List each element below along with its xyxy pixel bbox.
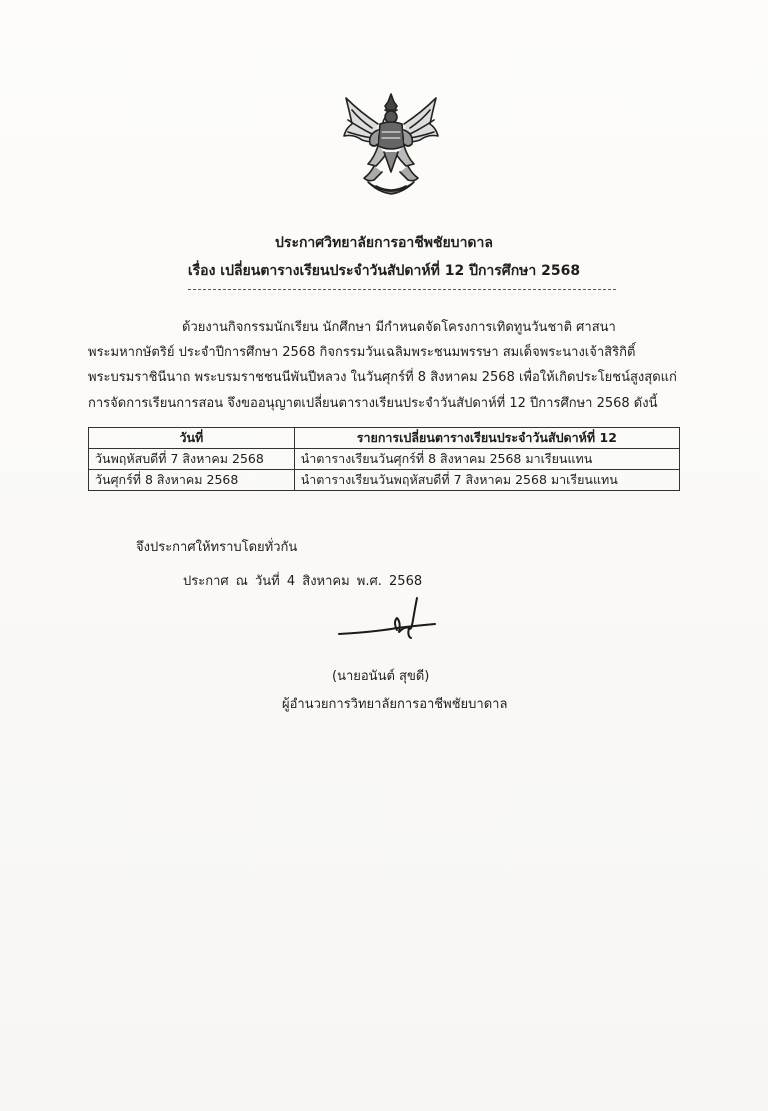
- body-line-3: พระบรมราชินีนาถ พระบรมราชชนนีพันปีหลวง ในวันศุกร์ที่ 8 สิงหาคม 2568 เพื่อให้เกิดประโยชน์สูงสุดแก่: [88, 370, 677, 385]
- table-cell-change: นำตารางเรียนวันพฤหัสบดีที่ 7 สิงหาคม 2568 มาเรียนแทน: [294, 470, 679, 491]
- body-line-1: ด้วยงานกิจกรรมนักเรียน นักศึกษา มีกำหนดจัดโครงการเทิดทูนวันชาติ ศาสนา: [182, 320, 616, 335]
- announcement-date: ประกาศ ณ วันที่ 4 สิงหาคม พ.ศ. 2568: [183, 574, 423, 589]
- table-header-row: [89, 428, 680, 449]
- announcement-subject: เรื่อง เปลี่ยนตารางเรียนประจำวันสัปดาห์ที่ 12 ปีการศึกษา 2568: [187, 263, 581, 279]
- signer-position: ผู้อำนวยการวิทยาลัยการอาชีพชัยบาดาล: [282, 697, 508, 712]
- column-header-change: รายการเปลี่ยนตารางเรียนประจำวันสัปดาห์ที่ 12: [294, 428, 679, 449]
- schedule-change-table: [88, 427, 680, 491]
- table-row: [89, 470, 680, 491]
- table-cell-date: วันศุกร์ที่ 8 สิงหาคม 2568: [89, 470, 295, 491]
- header-divider: [188, 289, 616, 290]
- column-header-date: วันที่: [89, 428, 295, 449]
- table-row: [89, 449, 680, 470]
- garuda-emblem-icon: [338, 90, 444, 202]
- table-cell-change: นำตารางเรียนวันศุกร์ที่ 8 สิงหาคม 2568 มาเรียนแทน: [294, 449, 679, 470]
- table-cell-date: วันพฤหัสบดีที่ 7 สิงหาคม 2568: [89, 449, 295, 470]
- announcement-title: ประกาศวิทยาลัยการอาชีพชัยบาดาล: [275, 235, 493, 251]
- body-line-2: พระมหากษัตริย์ ประจำปีการศึกษา 2568 กิจกรรมวันเฉลิมพระชนมพรรษา สมเด็จพระนางเจ้าสิริกิติ์: [88, 345, 636, 360]
- closing-statement: จึงประกาศให้ทราบโดยทั่วกัน: [136, 540, 298, 555]
- handwritten-signature-icon: [335, 592, 445, 652]
- signer-name: (นายอนันต์ สุขดี): [332, 669, 430, 684]
- body-line-4: การจัดการเรียนการสอน จึงขออนุญาตเปลี่ยนตารางเรียนประจำวันสัปดาห์ที่ 12 ปีการศึกษา 2568 ดังนี้: [88, 396, 658, 411]
